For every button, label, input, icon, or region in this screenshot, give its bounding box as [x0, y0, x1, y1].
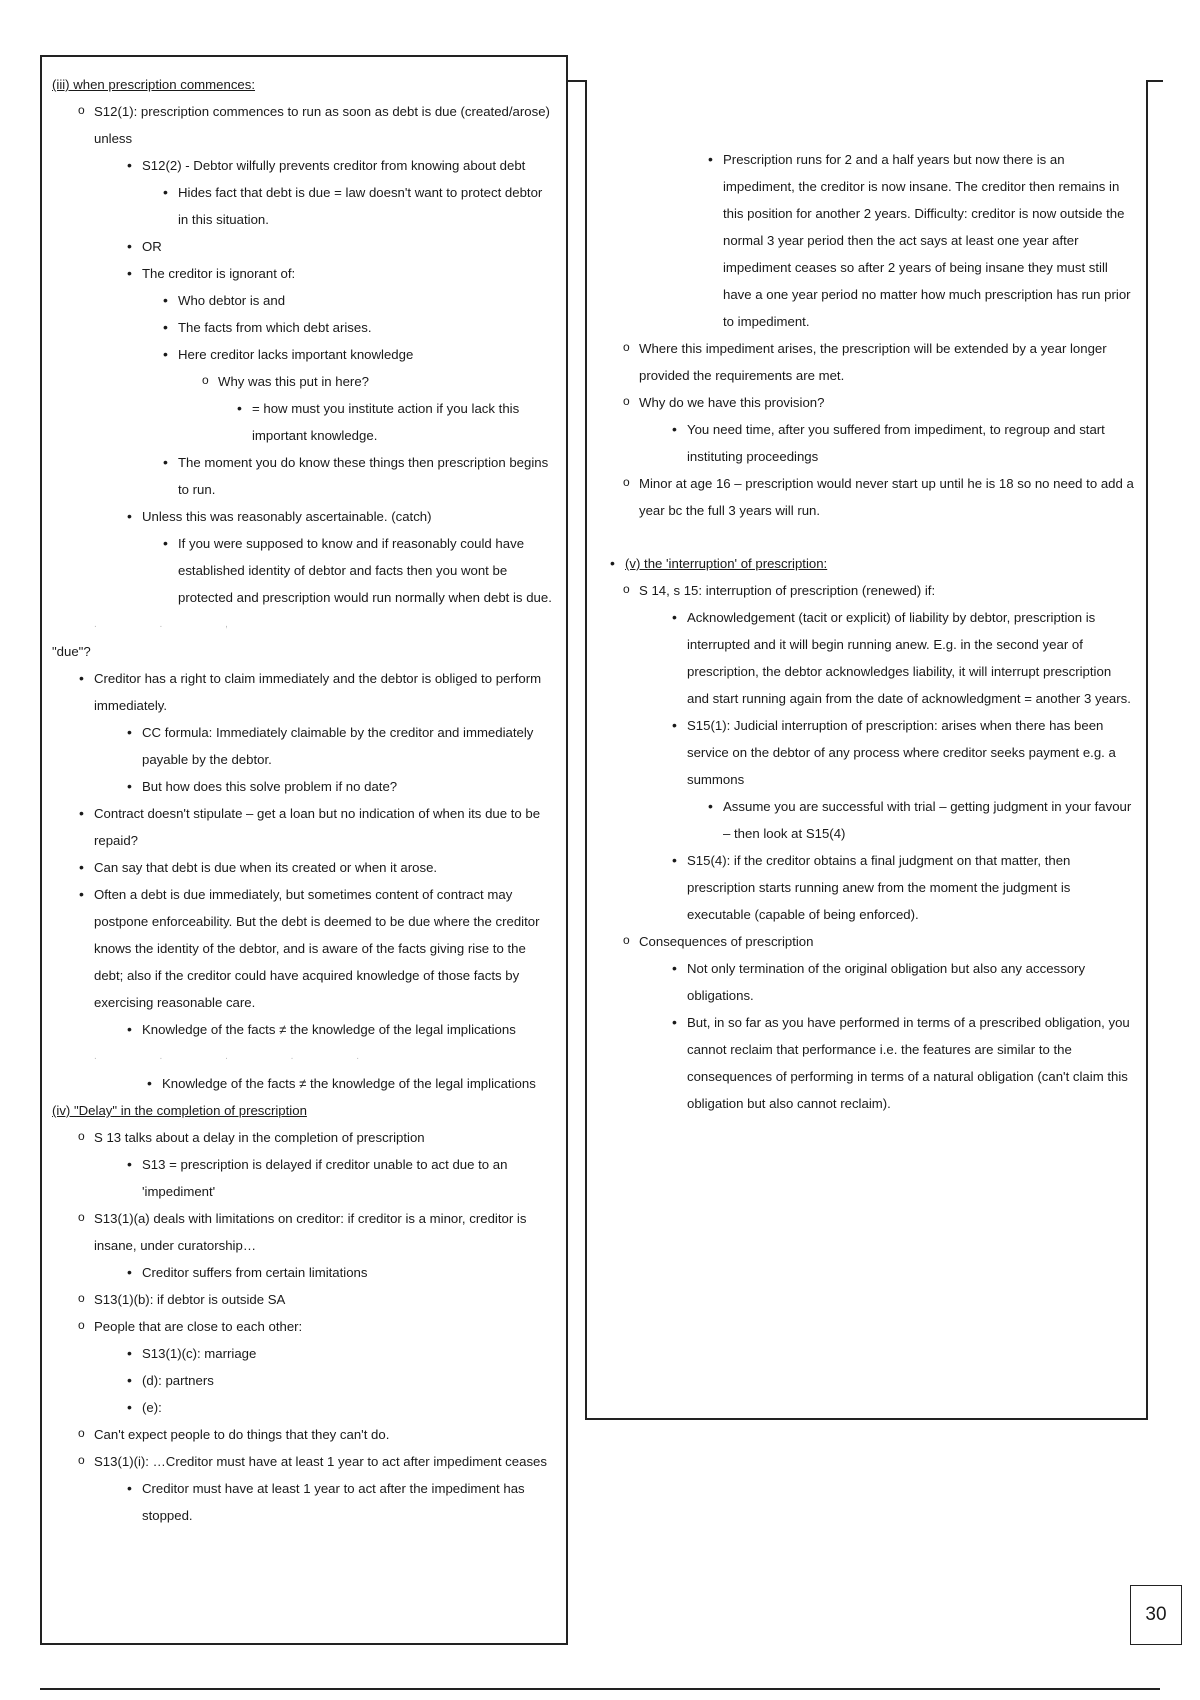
page-number: 30	[1145, 1604, 1167, 1625]
bullet-item: • (e):	[142, 1394, 556, 1421]
sub-item: o S13(1)(b): if debtor is outside SA	[94, 1286, 556, 1313]
bullet-item: • Creditor suffers from certain limitations	[142, 1259, 556, 1286]
sub-item: o S 13 talks about a delay in the completion of prescription	[94, 1124, 556, 1151]
bottom-divider-line	[40, 1688, 1160, 1690]
sub-item: o Can't expect people to do things that they can't do.	[94, 1421, 556, 1448]
sub-item: o S 14, s 15: interruption of prescription (renewed) if:	[639, 577, 1136, 604]
bullet-item: • CC formula: Immediately claimable by the creditor and immediately payable by the debtor.	[142, 719, 556, 773]
bullet-item: • Acknowledgement (tacit or explicit) of liability by debtor, prescription is interrupted and it will begin running anew. E.g. in the second year of prescription, the debtor acknowledges liability, it will interrupt prescription and start running again from the date of acknowledgment = another 3 years.	[687, 604, 1136, 712]
bullet-item: • Creditor has a right to claim immediately and the debtor is obliged to perform immediately.	[94, 665, 556, 719]
bullet-item: • S13 = prescription is delayed if creditor unable to act due to an 'impediment'	[142, 1151, 556, 1205]
note-line: . . . . .	[94, 1051, 390, 1062]
bullet-item: • S15(1): Judicial interruption of prescription: arises when there has been service on the debtor of any process where creditor seeks payment e.g. a summons	[687, 712, 1136, 793]
bullet-item: • (d): partners	[142, 1367, 556, 1394]
bullet-item: • Who debtor is and	[178, 287, 556, 314]
sub-item: o S12(1): prescription commences to run as soon as debt is due (created/arose) unless	[94, 98, 556, 152]
left-notes-content	[42, 57, 566, 1529]
right-notes-content	[587, 80, 1146, 1117]
bullet-item: • Assume you are successful with trial – getting judgment in your favour – then look at S15(4)	[723, 793, 1136, 847]
sub-item: o People that are close to each other:	[94, 1313, 556, 1340]
bullet-item: • But how does this solve problem if no date?	[142, 773, 556, 800]
bullet-item: • Contract doesn't stipulate – get a loan but no indication of when its due to be repaid?	[94, 800, 556, 854]
bullet-item: • Can say that debt is due when its created or when it arose.	[94, 854, 556, 881]
sub-item: o Where this impediment arises, the prescription will be extended by a year longer provided the requirements are met.	[639, 335, 1136, 389]
bullet-item: • The moment you do know these things then prescription begins to run.	[178, 449, 556, 503]
bullet-item: • S13(1)(c): marriage	[142, 1340, 556, 1367]
note-line: . . ,	[94, 619, 258, 630]
bullet-item: • Creditor must have at least 1 year to act after the impediment has stopped.	[142, 1475, 556, 1529]
bullet-item: • Knowledge of the facts ≠ the knowledge of the legal implications	[142, 1016, 556, 1043]
bullet-item: • = how must you institute action if you lack this important knowledge.	[252, 395, 556, 449]
bullet-item: • Here creditor lacks important knowledge	[178, 341, 556, 368]
sub-item: o Consequences of prescription	[639, 928, 1136, 955]
bullet-item: • Unless this was reasonably ascertainable. (catch)	[142, 503, 556, 530]
bullet-item: • S15(4): if the creditor obtains a final judgment on that matter, then prescription starts running anew from the moment the judgment is executable (capable of being enforced).	[687, 847, 1136, 928]
sub-item: o S13(1)(a) deals with limitations on creditor: if creditor is a minor, creditor is insane, under curatorship…	[94, 1205, 556, 1259]
bullet-item: • Prescription runs for 2 and a half years but now there is an impediment, the creditor is now insane. The creditor then remains in this position for another 2 years. Difficulty: creditor is now outside the normal 3 year period then the act says at least one year after impediment ceases so after 2 years of being insane they must still have a one year period no matter how much prescription has run prior to impediment.	[723, 146, 1136, 335]
sub-item: o S13(1)(i): …Creditor must have at least 1 year to act after impediment ceases	[94, 1448, 556, 1475]
page-number-box	[1130, 1585, 1182, 1645]
section-heading: (iv) "Delay" in the completion of prescription	[52, 1103, 307, 1118]
note-line: "due"?	[52, 644, 91, 659]
bullet-item: • S12(2) - Debtor wilfully prevents creditor from knowing about debt	[142, 152, 556, 179]
spacer	[597, 524, 1136, 550]
left-notes-column	[40, 55, 568, 1645]
bullet-item: • Often a debt is due immediately, but sometimes content of contract may postpone enforceability. But the debt is deemed to be due where the creditor knows the identity of the debtor, and is aware of the facts giving rise to the debt; also if the creditor could have acquired knowledge of those facts by exercising reasonable care.	[94, 881, 556, 1016]
section-heading: (iii) when prescription commences:	[52, 77, 256, 92]
bullet-item: • The facts from which debt arises.	[178, 314, 556, 341]
bullet-item: • Not only termination of the original obligation but also any accessory obligations.	[687, 955, 1136, 1009]
sub-item: o Why was this put in here?	[218, 368, 556, 395]
right-notes-column	[585, 80, 1148, 1420]
bullet-item: • OR	[142, 233, 556, 260]
bullet-item: • But, in so far as you have performed in terms of a prescribed obligation, you cannot reclaim that performance i.e. the features are similar to the consequences of performing in terms of a natural obligation (can't claim this obligation but also cannot reclaim).	[687, 1009, 1136, 1117]
sub-item: o Minor at age 16 – prescription would never start up until he is 18 so no need to add a year bc the full 3 years will run.	[639, 470, 1136, 524]
bullet-item: • You need time, after you suffered from impediment, to regroup and start instituting proceedings	[687, 416, 1136, 470]
bullet-item: • Hides fact that debt is due = law doesn't want to protect debtor in this situation.	[178, 179, 556, 233]
sub-item: o Why do we have this provision?	[639, 389, 1136, 416]
bullet-item: • The creditor is ignorant of:	[142, 260, 556, 287]
bullet-item: • Knowledge of the facts ≠ the knowledge of the legal implications	[162, 1070, 556, 1097]
bullet-item: • (v) the 'interruption' of prescription:	[625, 550, 1136, 577]
bullet-item: • If you were supposed to know and if reasonably could have established identity of debtor and facts then you wont be protected and prescription would run normally when debt is due.	[178, 530, 556, 611]
